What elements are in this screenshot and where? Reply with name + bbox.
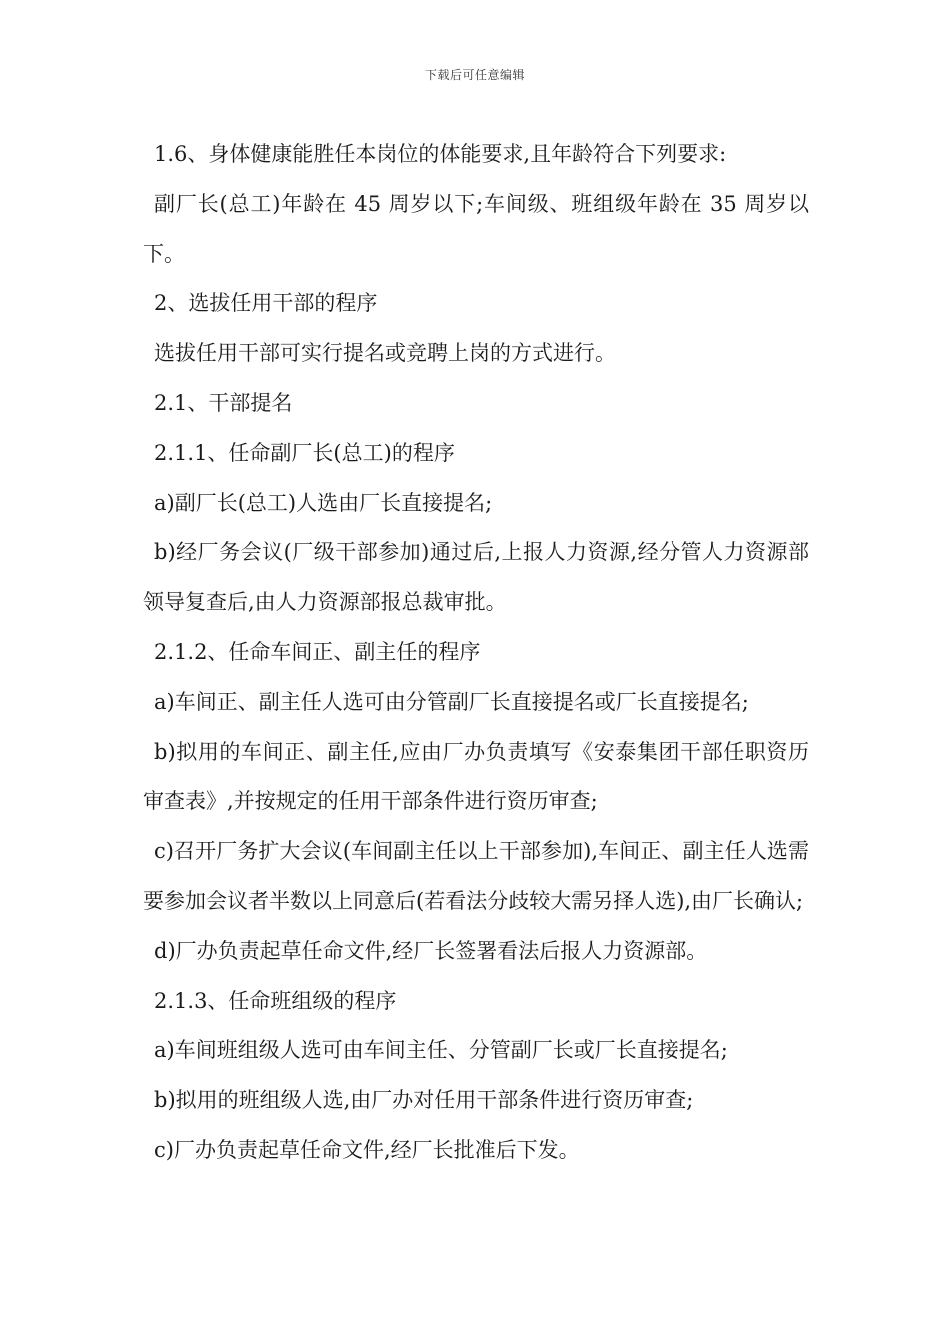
list-item: a)车间正、副主任人选可由分管副厂长直接提名或厂长直接提名; bbox=[154, 689, 749, 714]
list-item: a)车间班组级人选可由车间主任、分管副厂长或厂长直接提名; bbox=[154, 1038, 728, 1063]
section-heading: 2.1、干部提名 bbox=[154, 390, 293, 415]
list-item: b)拟用的班组级人选,由厂办对任用干部条件进行资历审查; bbox=[154, 1088, 694, 1113]
subsection-heading: 2.1.3、任命班组级的程序 bbox=[154, 988, 397, 1013]
list-item: a)副厂长(总工)人选由厂长直接提名; bbox=[154, 490, 493, 515]
list-item: d)厂办负责起草任命文件,经厂长签署看法后报人力资源部。 bbox=[154, 938, 708, 963]
list-item: b)拟用的车间正、副主任,应由厂办负责填写《安泰集团干部任职资历审查表》,并按规定的任用干部条件进行资历审查; bbox=[143, 739, 809, 814]
paragraph: 副厂长(总工)年龄在 45 周岁以下;车间级、班组级年龄在 35 周岁以下。 bbox=[143, 191, 809, 266]
list-item: c)厂办负责起草任命文件,经厂长批准后下发。 bbox=[154, 1137, 580, 1162]
paragraph: 1.6、身体健康能胜任本岗位的体能要求,且年龄符合下列要求: bbox=[154, 142, 727, 166]
paragraph: 选拔任用干部可实行提名或竞聘上岗的方式进行。 bbox=[154, 341, 616, 366]
subsection-heading: 2.1.2、任命车间正、副主任的程序 bbox=[154, 639, 481, 664]
page-header: 下载后可任意编辑 bbox=[424, 68, 525, 82]
document-body bbox=[143, 130, 809, 1176]
list-item: b)经厂务会议(厂级干部参加)通过后,上报人力资源,经分管人力资源部领导复查后,由人力资源部报总裁审批。 bbox=[143, 540, 809, 615]
list-item: c)召开厂务扩大会议(车间副主任以上干部参加),车间正、副主任人选需要参加会议者半数以上同意后(若看法分歧较大需另择人选),由厂长确认; bbox=[143, 839, 809, 913]
subsection-heading: 2.1.1、任命副厂长(总工)的程序 bbox=[154, 440, 455, 465]
section-heading: 2、选拔任用干部的程序 bbox=[154, 291, 378, 316]
